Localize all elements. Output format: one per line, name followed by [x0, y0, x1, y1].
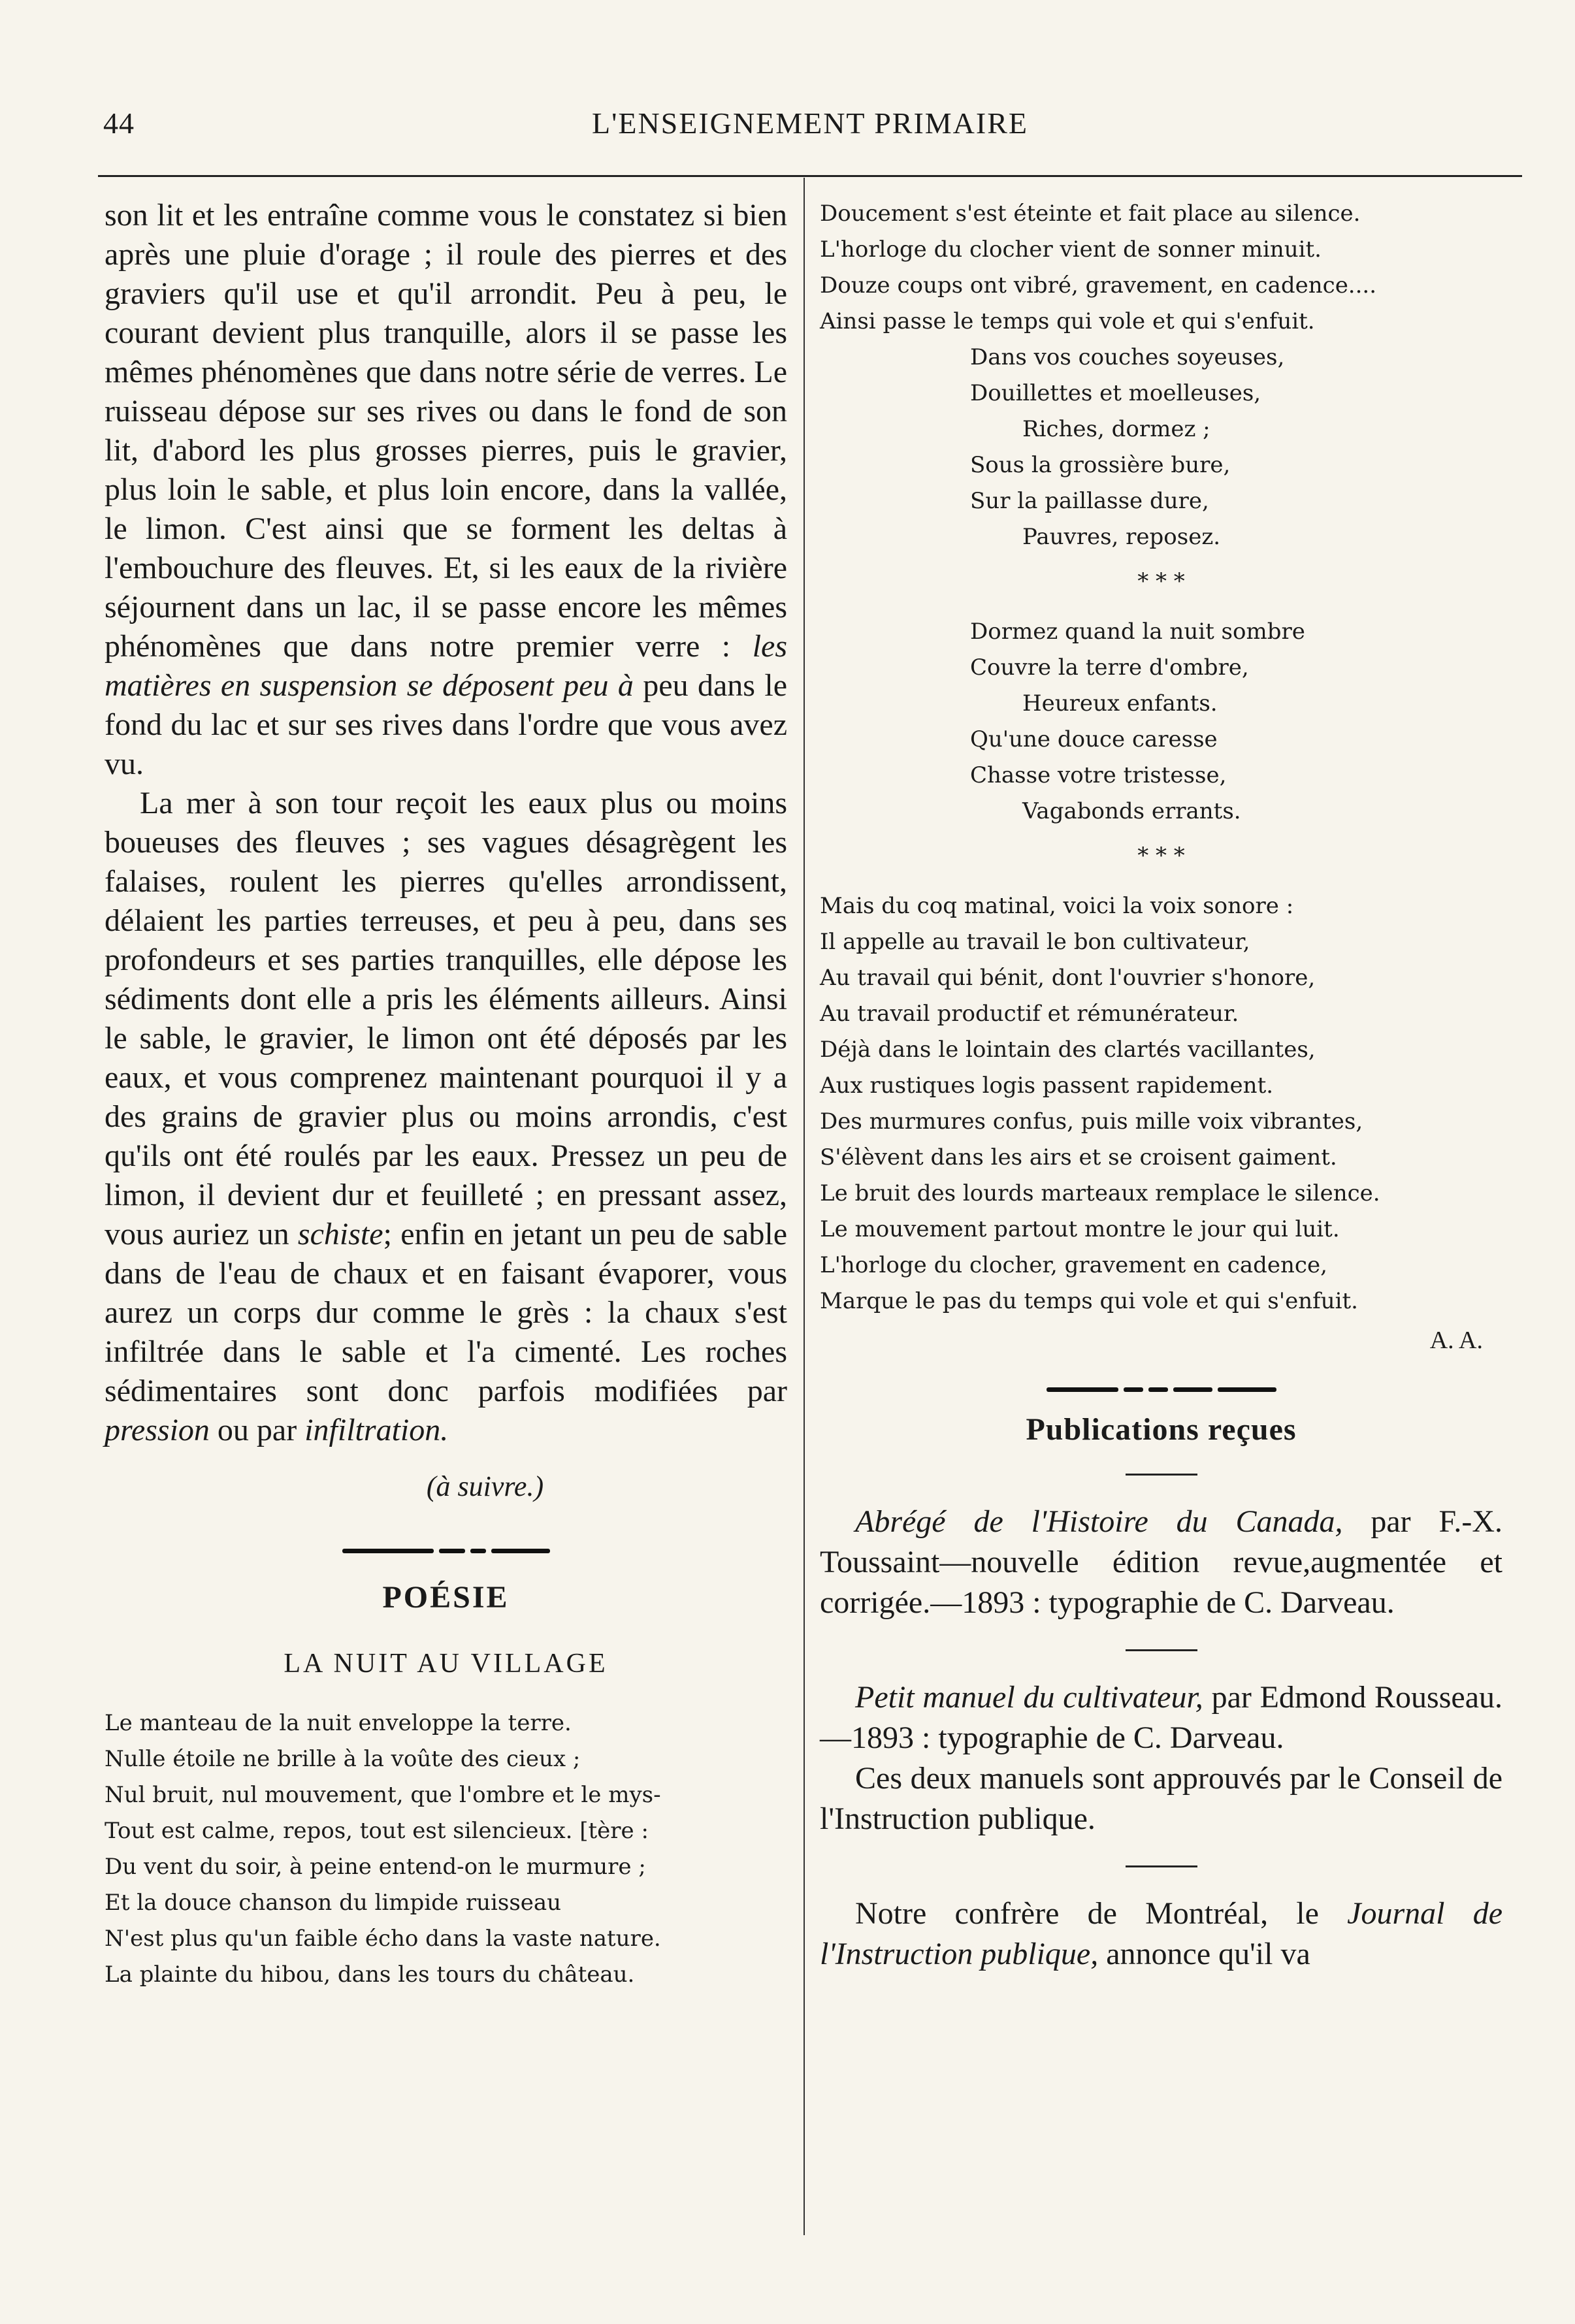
- italic-phrase: les matières en suspension se déposent peu à: [105, 629, 788, 703]
- poem-line: Nulle étoile ne brille à la voûte des cieux ;: [105, 1746, 581, 1772]
- poem-line: Au travail qui bénit, dont l'ouvrier s'honore,: [820, 965, 1316, 991]
- publication-note: Ces deux manuels sont approuvés par le Conseil de l'Instruction publique.: [820, 1761, 1502, 1836]
- poem-line: Le manteau de la nuit enveloppe la terre.: [105, 1710, 572, 1736]
- poem-line: Qu'une douce caresse: [970, 726, 1218, 752]
- italic-term-pression: pression: [105, 1413, 210, 1447]
- poetry-heading: POÉSIE: [382, 1580, 510, 1615]
- poem-line: Et la douce chanson du limpide ruisseau: [105, 1890, 562, 1916]
- poem-line: Aux rustiques logis passent rapidement.: [820, 1073, 1274, 1099]
- column-divider: [804, 178, 805, 2235]
- poem-line: Marque le pas du temps qui vole et qui s'enfuit.: [820, 1288, 1358, 1314]
- separator-rule: [1126, 1865, 1197, 1867]
- running-title: L'ENSEIGNEMENT PRIMAIRE: [591, 106, 1029, 140]
- article-paragraph: La mer à son tour reçoit les eaux plus ou moins boueuses des fleuves ; ses vagues désagrègent les falaises, roulent les pierres qu'elles arrondissent, délaient les parties terreuses, et peu à peu, dans ses profondeurs et ses parties tranquilles, elle dépose les sédiments dont elle a pris les éléments ailleurs. Ainsi le sable, le gravier, le limon ont été déposés par les eaux, et vous comprenez maintenant pourquoi il y a des grains de gravier plus ou moins arrondis, c'est qu'ils ont été roulés par les eaux. Pressez un peu de limon, il devient dur et feuilleté ; en pressant assez, vous auriez un schiste; enfin en jetant un peu de sable dans de l'eau de chaux et en faisant évaporer, vous aurez un corps dur comme le grès : la chaux s'est infiltrée dans le sable et l'a cimenté. Les roches sédimentaires sont donc parfois modifiées par pression ou par infiltration.: [105, 786, 787, 1447]
- page-number: 44: [103, 106, 135, 140]
- page-header: [98, 98, 1522, 150]
- poem-line: Le bruit des lourds marteaux remplace le silence.: [820, 1180, 1380, 1206]
- separator-rule: [1126, 1474, 1197, 1476]
- asterism: * * *: [1137, 843, 1185, 869]
- poem-line: Sur la paillasse dure,: [970, 488, 1209, 514]
- poem-line: Il appelle au travail le bon cultivateur,: [820, 929, 1250, 955]
- poem-line: Chasse votre tristesse,: [970, 762, 1227, 788]
- poem-stanza: [820, 196, 1502, 340]
- section-ornament: [820, 1387, 1502, 1392]
- poem-line: Déjà dans le lointain des clartés vacillantes,: [820, 1037, 1316, 1063]
- poem-line: Vagabonds errants.: [1022, 798, 1241, 824]
- poem-line: Sous la grossière bure,: [970, 452, 1231, 478]
- poem-line: Des murmures confus, puis mille voix vibrantes,: [820, 1108, 1363, 1135]
- poem-stanza: [820, 614, 1502, 830]
- separator-rule: [1126, 1649, 1197, 1651]
- right-column: [820, 196, 1502, 1975]
- publication-title: Journal de l'Instruction publique,: [820, 1896, 1503, 1971]
- publications-heading: Publications reçues: [1026, 1412, 1297, 1447]
- poem-signature: A. A.: [1429, 1327, 1483, 1354]
- publication-entry: Abrégé de l'Histoire du Canada, par F.-X. Toussaint—nouvelle édition revue,augmentée et corrigée.—1893 : typographie de C. Darveau.: [820, 1504, 1502, 1620]
- poem-stanza: [105, 1705, 787, 1993]
- poem-line: Le mouvement partout montre le jour qui luit.: [820, 1216, 1340, 1242]
- poem-line: Dans vos couches soyeuses,: [970, 344, 1285, 370]
- poem-line: Couvre la terre d'ombre,: [970, 654, 1249, 681]
- article-body: [105, 196, 787, 1450]
- poem-line: S'élèvent dans les airs et se croisent gaiment.: [820, 1144, 1337, 1170]
- header-rule: [98, 175, 1522, 177]
- poem-line: Au travail productif et rémunérateur.: [820, 1001, 1239, 1027]
- poem-stanza: [820, 888, 1502, 1319]
- poem-line: Doucement s'est éteinte et fait place au silence.: [820, 201, 1361, 227]
- article-paragraph: son lit et les entraîne comme vous le constatez si bien après une pluie d'orage ; il roule des pierres et des graviers qu'il use et qu'il arrondit. Peu à peu, le courant devient plus tranquille, alors il se passe les mêmes phénomènes que dans notre série de verres. Le ruisseau dépose sur ses rives ou dans le fond de son lit, d'abord les plus grosses pierres, puis le gravier, plus loin le sable, et plus loin encore, dans la vallée, le limon. C'est ainsi que se forment les deltas à l'embouchure des fleuves. Et, si les eaux de la rivière séjournent dans un lac, il se passe encore les mêmes phénomènes que dans notre premier verre : les matières en suspension se déposent peu à peu dans le fond du lac et sur ses rives dans l'ordre que vous avez vu.: [105, 198, 788, 781]
- publication-entry: Petit manuel du cultivateur, par Edmond Rousseau.—1893 : typographie de C. Darveau.: [820, 1680, 1502, 1755]
- poem-line: Dormez quand la nuit sombre: [970, 619, 1305, 645]
- italic-term-schiste: schiste: [297, 1217, 383, 1251]
- poem-line: La plainte du hibou, dans les tours du château.: [105, 1961, 635, 1988]
- poem-line: Tout est calme, repos, tout est silencieux. [tère :: [105, 1818, 649, 1844]
- publication-entry: Notre confrère de Montréal, le Journal de l'Instruction publique, annonce qu'il va: [820, 1896, 1503, 1971]
- poem-line: Heureux enfants.: [1022, 690, 1218, 717]
- to-be-continued: (à suivre.): [426, 1470, 544, 1502]
- poem-line: Douze coups ont vibré, gravement, en cadence....: [820, 272, 1377, 299]
- poem-line: Mais du coq matinal, voici la voix sonore :: [820, 893, 1294, 919]
- poem-line: L'horloge du clocher, gravement en cadence,: [820, 1252, 1327, 1278]
- poem-line: Riches, dormez ;: [1022, 416, 1210, 442]
- poem-line: Ainsi passe le temps qui vole et qui s'enfuit.: [820, 308, 1315, 334]
- poem-line: N'est plus qu'un faible écho dans la vaste nature.: [105, 1926, 661, 1952]
- publication-title: Abrégé de l'Histoire du Canada,: [855, 1504, 1343, 1539]
- left-column: [105, 196, 787, 1993]
- poem-line: Du vent du soir, à peine entend-on le murmure ;: [105, 1854, 646, 1880]
- poem-line: Pauvres, reposez.: [1022, 524, 1221, 550]
- publication-title: Petit manuel du cultivateur,: [855, 1680, 1203, 1715]
- poem-line: Nul bruit, nul mouvement, que l'ombre et le mys-: [105, 1782, 661, 1808]
- section-ornament: [105, 1549, 787, 1553]
- italic-term-infiltration: infiltration.: [304, 1413, 449, 1447]
- asterism: * * *: [1137, 568, 1185, 594]
- poem-stanza: [820, 340, 1502, 555]
- poem-title: LA NUIT AU VILLAGE: [284, 1649, 608, 1679]
- poem-line: L'horloge du clocher vient de sonner minuit.: [820, 236, 1322, 263]
- poem-line: Douillettes et moelleuses,: [970, 380, 1261, 406]
